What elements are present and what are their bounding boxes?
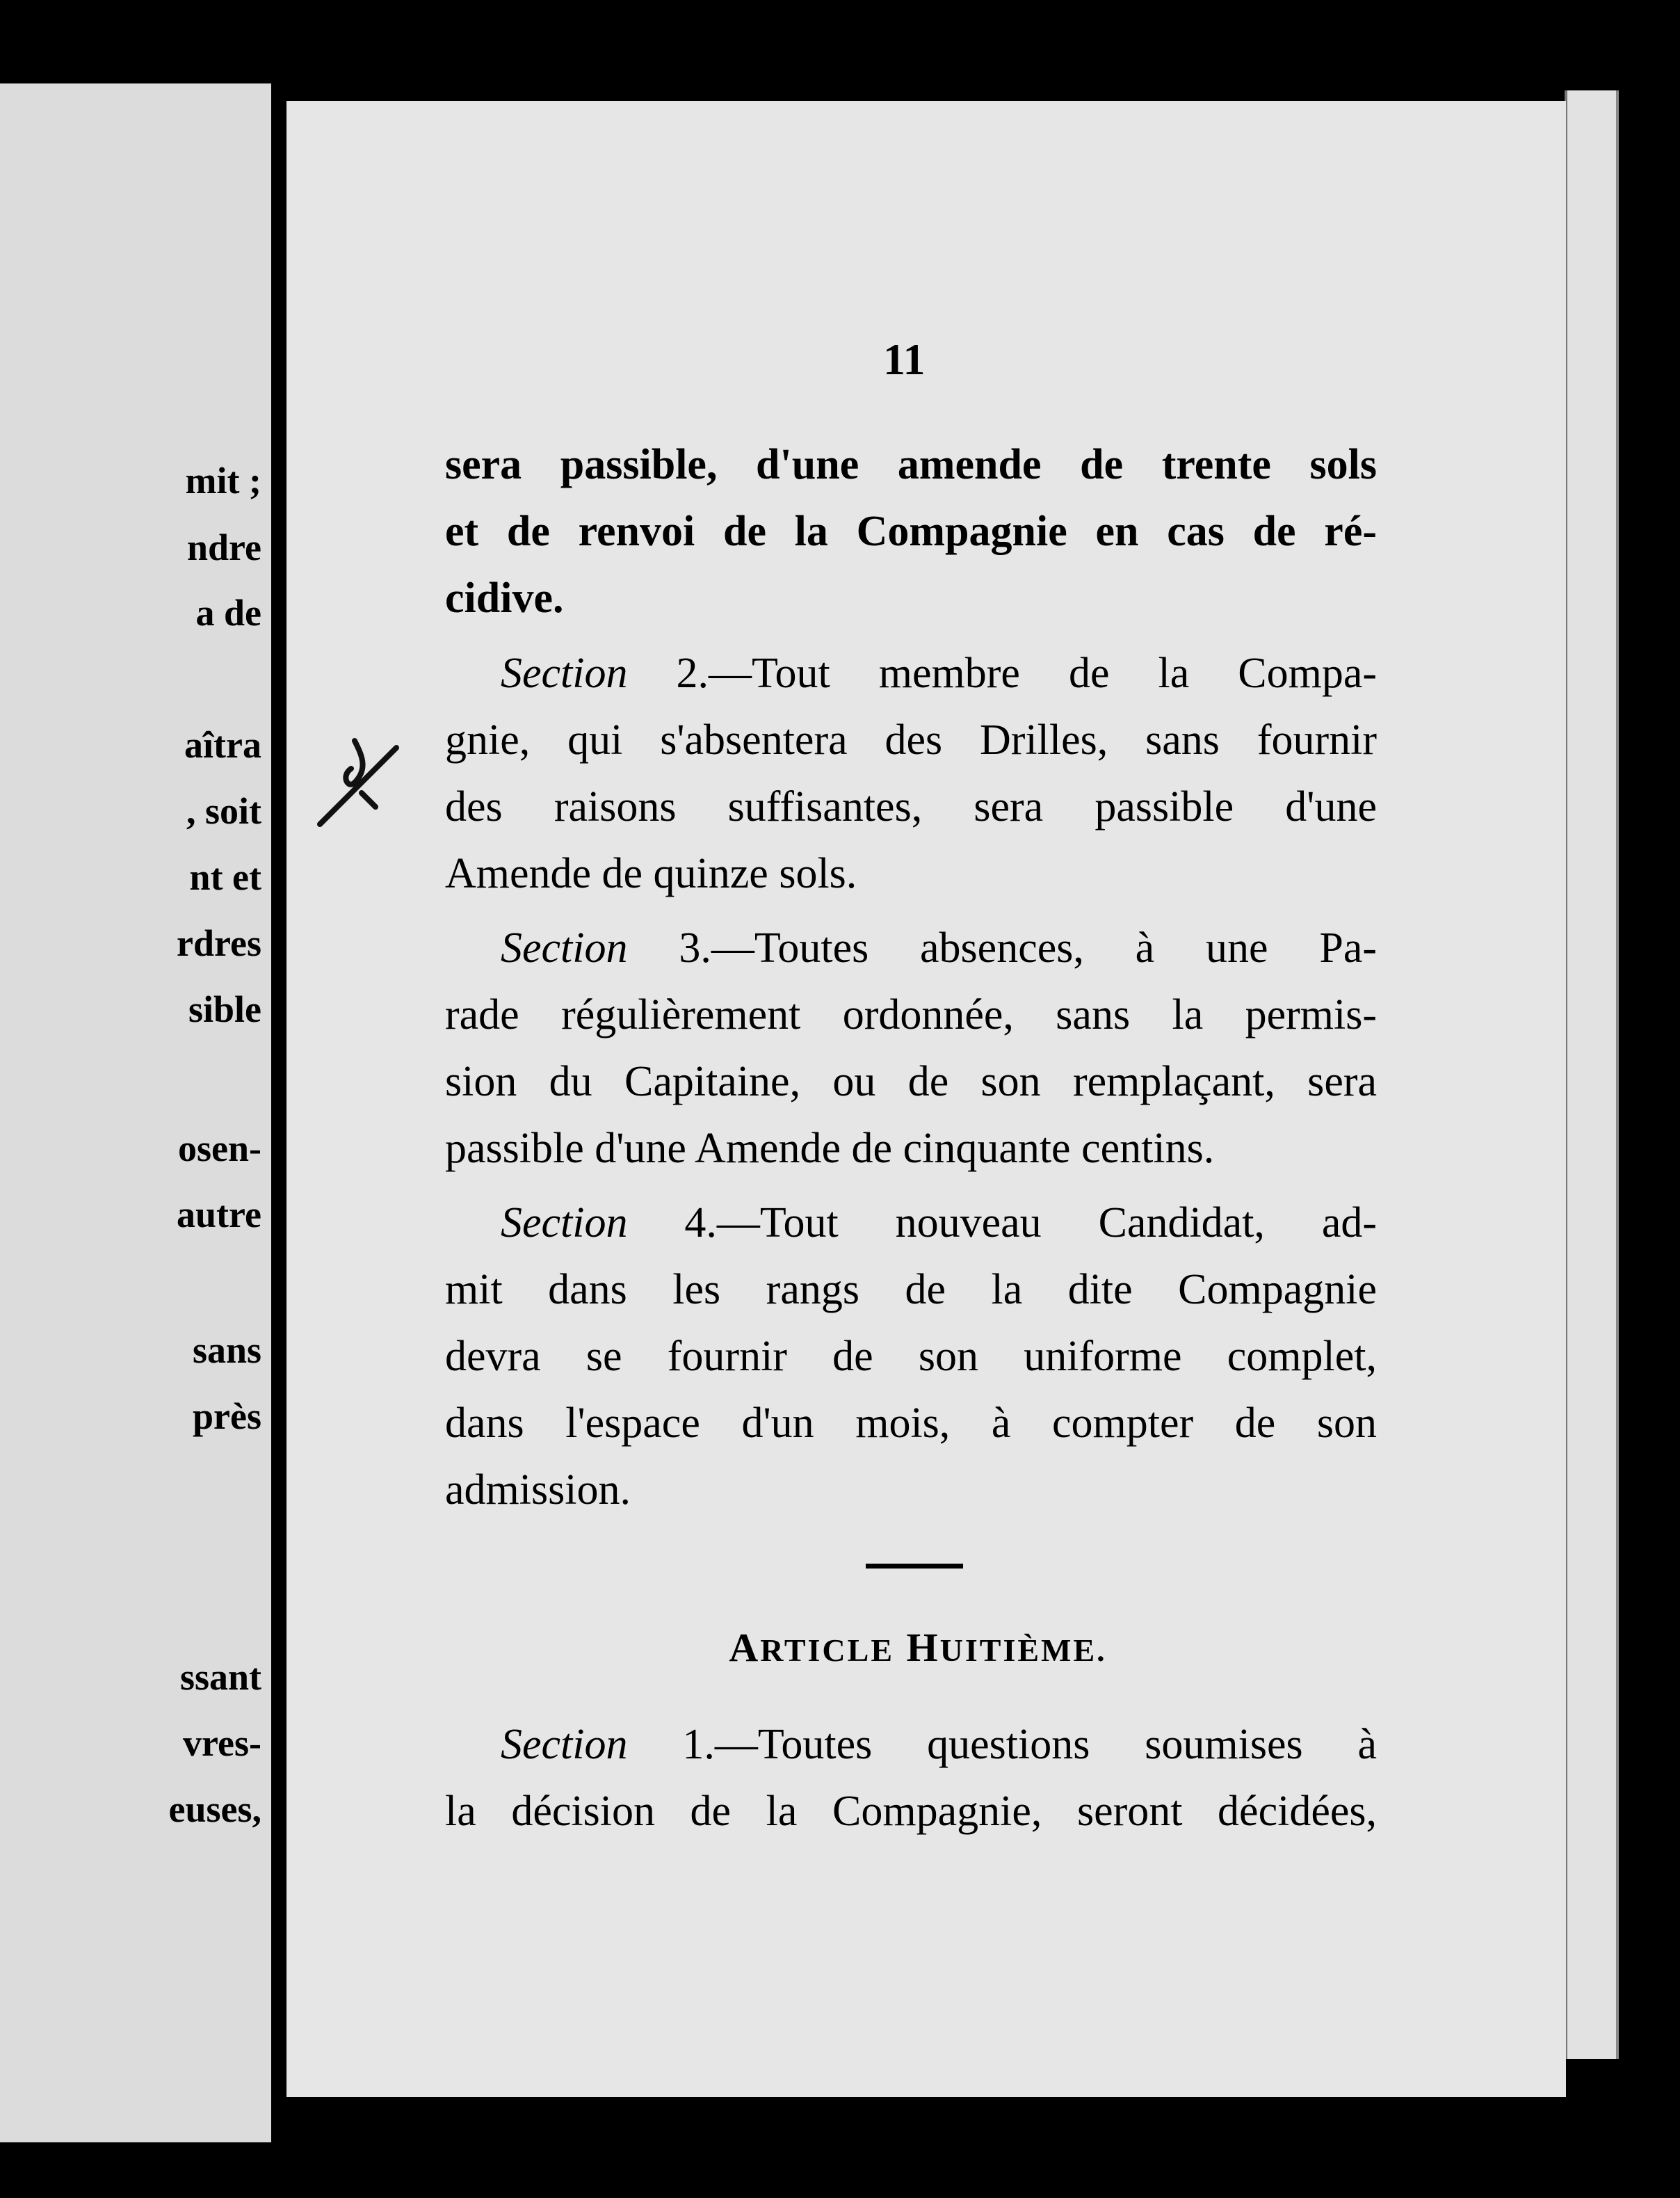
section-label: Section bbox=[501, 1721, 628, 1768]
left-line: sible bbox=[188, 988, 261, 1030]
left-line: près bbox=[193, 1395, 261, 1437]
text-line bbox=[445, 1189, 1377, 1256]
left-line: , soit bbox=[186, 790, 261, 832]
left-line: a de bbox=[195, 592, 261, 634]
text-line bbox=[445, 1711, 1377, 1778]
page-edges bbox=[1565, 90, 1619, 2059]
left-line: nt et bbox=[189, 856, 261, 898]
left-line: osen- bbox=[178, 1128, 261, 1169]
left-line: ndre bbox=[186, 527, 261, 568]
left-facing-page bbox=[0, 83, 271, 2142]
text-line: Amende de quinze sols. bbox=[445, 850, 857, 897]
text-line: et de renvoi de la Compagnie en cas de ré- bbox=[445, 508, 1377, 555]
text-line bbox=[445, 640, 1377, 707]
section-label: Section bbox=[501, 924, 628, 972]
book-gutter bbox=[271, 0, 285, 2198]
text-line: sion du Capitaine, ou de son remplaçant, sera bbox=[445, 1058, 1377, 1105]
section-text: 1.—Toutes questions soumises à bbox=[682, 1721, 1378, 1768]
section-divider-rule bbox=[866, 1564, 963, 1569]
page-number: 11 bbox=[883, 335, 926, 384]
text-line: mit dans les rangs de la dite Compagnie bbox=[445, 1266, 1377, 1313]
left-line: ssant bbox=[179, 1656, 261, 1698]
text-line: dans l'espace d'un mois, à compter de son bbox=[445, 1399, 1377, 1447]
text-line: devra se fournir de son uniforme complet, bbox=[445, 1333, 1377, 1380]
section-text: 4.—Tout nouveau Candidat, ad- bbox=[684, 1199, 1377, 1246]
text-line: cidive. bbox=[445, 575, 564, 622]
left-line: mit ; bbox=[185, 460, 261, 502]
section-4-paragraph bbox=[445, 1189, 1377, 1523]
heading-word bbox=[907, 1625, 1107, 1670]
section-label: Section bbox=[501, 1199, 628, 1246]
heading-small-caps: UITIÈME. bbox=[939, 1633, 1107, 1668]
heading-capital: H bbox=[906, 1625, 940, 1670]
section-text: 3.—Toutes absences, à une Pa- bbox=[679, 924, 1377, 972]
section-2-paragraph bbox=[445, 640, 1377, 907]
section-text: 2.—Tout membre de la Compa- bbox=[676, 650, 1377, 697]
text-line: des raisons suffisantes, sera passible d'une bbox=[445, 783, 1377, 831]
left-line: rdres bbox=[177, 922, 261, 964]
heading-capital: A bbox=[729, 1625, 761, 1670]
text-line: rade régulièrement ordonnée, sans la permis- bbox=[445, 991, 1377, 1038]
left-line: sans bbox=[192, 1329, 261, 1371]
left-line: euses, bbox=[168, 1788, 261, 1830]
heading-small-caps: RTICLE bbox=[760, 1633, 895, 1668]
article-section-1-paragraph bbox=[445, 1711, 1377, 1845]
section-3-paragraph bbox=[445, 915, 1377, 1182]
paragraph-continuation bbox=[445, 431, 1377, 632]
left-line: aîtra bbox=[184, 724, 261, 766]
text-line bbox=[445, 915, 1377, 981]
text-line: passible d'une Amende de cinquante centins. bbox=[445, 1125, 1215, 1172]
heading-word bbox=[729, 1625, 894, 1670]
section-label: Section bbox=[501, 650, 628, 697]
text-line: admission. bbox=[445, 1466, 631, 1514]
text-line: gnie, qui s'absentera des Drilles, sans fournir bbox=[445, 716, 1377, 764]
handwritten-margin-mark bbox=[313, 727, 410, 831]
text-line: sera passible, d'une amende de trente sols bbox=[445, 441, 1377, 488]
text-line: la décision de la Compagnie, seront décidées, bbox=[445, 1788, 1377, 1835]
left-line: vres- bbox=[183, 1722, 261, 1764]
left-line: autre bbox=[177, 1194, 261, 1235]
article-heading bbox=[695, 1624, 1140, 1671]
